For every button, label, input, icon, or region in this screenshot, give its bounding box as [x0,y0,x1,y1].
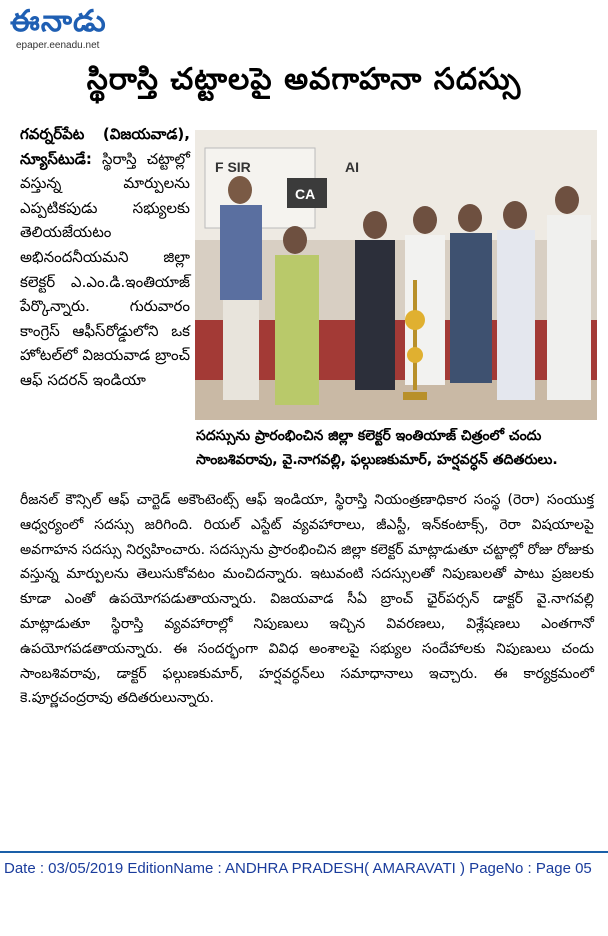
article-dateline: గవర్నర్‌పేట (విజయవాడ), న్యూస్‌టుడే: [20,125,190,168]
ca-logo: CA [295,186,316,202]
eenadu-logo: ఈనాడు [10,4,107,39]
caption-line-2: సాంబశివరావు, వై.నాగవల్లి, ఫల్గుణకుమార్, హర్షవర్ధన్ తదితరులు. [196,452,558,468]
footer-divider [0,851,608,853]
epaper-url: epaper.eenadu.net [16,40,100,51]
masthead [6,4,156,54]
article-headline: స్థిరాస్తి చట్టాలపై అవగాహనా సదస్సు [86,62,522,97]
event-photo-illustration [195,130,597,420]
edition-footer: Date : 03/05/2019 EditionName : ANDHRA PRADESH( AMARAVATI ) PageNo : Page 05 [4,860,592,877]
article-body-left: స్థిరాస్తి చట్టాల్లో వస్తున్న మార్పులను ఎప్పటికపుడు సభ్యులకు తెలియజేయటం అభినందనీయమని జిల్లా కలెక్టర్ ఎ.ఎం.డి.ఇంతియాజ్ పేర్కొన్నారు. గురువారం కాంగ్రెస్ ఆఫీస్‌రోడ్డులోని ఒక హోటల్‌లో విజయవాడ బ్రాంచ్ ఆఫ్ సదరన్ ఇండియా [20,149,190,389]
article-left-column [20,122,190,393]
caption-line-1: సదస్సును ప్రారంభించిన జిల్లా కలెక్టర్ ఇంతియాజ్ చిత్రంలో చందు [196,428,542,444]
banner-text: F SIR [215,159,251,175]
banner-text-2: AI [345,159,359,175]
event-photo [195,130,597,420]
photo-caption [196,424,596,472]
article-body-full: రీజనల్ కౌన్సిల్ ఆఫ్ చార్టెడ్ అకౌంటెంట్స్ ఆఫ్ ఇండియా, స్థిరాస్తి నియంత్రణాధికార సంస్థ (రెరా) సంయుక్త ఆధ్వర్యంలో సదస్సు జరిగింది. రియల్ ఎస్టేట్ వ్యవహారాలు, జీఎస్టీ, ఇన్‌కంటాక్స్, రెరా విషయాలపై అవగాహన సదస్సు నిర్వహించారు. సదస్సును ప్రారంభించిన జిల్లా కలెక్టర్ మాట్లాడుతూ చట్టాల్లో రోజు రోజుకు వస్తున్న మార్పులను తెలుసుకోవటం మంచిదన్నారు. ఇటువంటి సదస్సులతో నిపుణులతో పాటు ప్రజలకు కూడా ఎంతో ఉపయోగపడుతాయన్నారు. విజయవాడ సీఏ బ్రాంచ్ ఛైర్‌పర్సన్ డాక్టర్ వై.నాగవల్లి మాట్లాడుతూ స్థిరాస్తి వ్యవహారాల్లో నిపుణులు ఇచ్చిన వివరణలు, విశ్లేషణలు ఎంతగానో ఉపయోగపడతాయన్నారు. ఈ సందర్భంగా వివిధ అంశాలపై సభ్యుల సందేహాలకు నిపుణులు చందు సాంబశివరావు, డాక్టర్ ఫల్గుణకుమార్, హర్షవర్ధన్‌లు సమాధానాలు ఇచ్చారు. ఈ కార్యక్రమంలో కె.పూర్ణచంద్రరావు తదితరులున్నారు. [20,492,594,707]
